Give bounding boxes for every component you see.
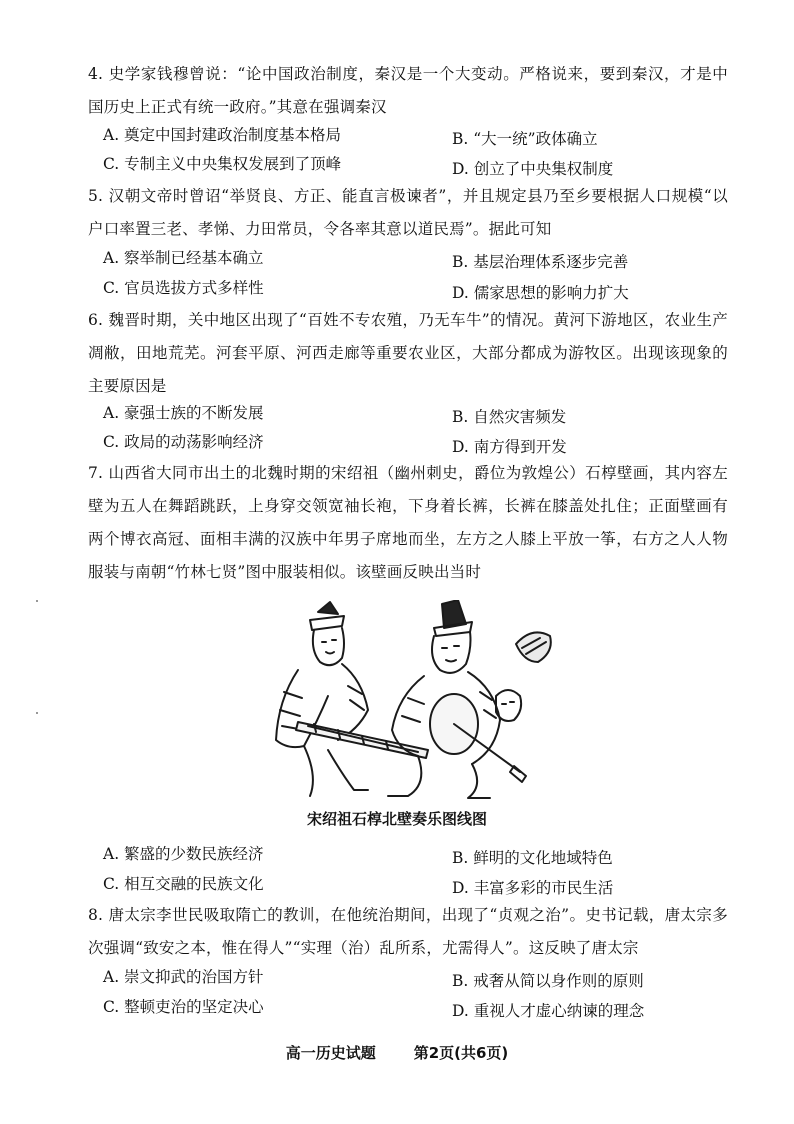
question-4-stem: 4. 史学家钱穆曾说：“论中国政治制度，秦汉是一个大变动。严格说来，要到秦汉，才是中国历史上正式有统一政府。”其意在强调秦汉: [88, 65, 728, 116]
question-8-option-d: D. 重视人才虚心纳谏的理念: [452, 1002, 645, 1020]
question-7-option-a: A. 繁盛的少数民族经济: [103, 845, 264, 863]
figure-caption: 宋绍祖石椁北壁奏乐图线图: [306, 810, 487, 828]
question-8-option-a: A. 崇文抑武的治国方针: [103, 968, 264, 986]
question-8-stem: 8. 唐太宗李世民吸取隋亡的教训，在他统治期间，出现了“贞观之治”。史书记载，唐太宗多次强调“致安之本，惟在得人”“实理（治）乱所系，尤需得人”。这反映了唐太宗: [88, 906, 728, 957]
question-4-option-a: A. 奠定中国封建政治制度基本格局: [103, 126, 342, 144]
page-footer: [0, 1042, 794, 1063]
question-7-option-d: D. 丰富多彩的市民生活: [452, 879, 614, 897]
question-8-option-c: C. 整顿吏治的坚定决心: [103, 998, 264, 1016]
question-6-option-a: A. 豪强士族的不断发展: [103, 404, 264, 422]
question-4-option-b: B. “大一统”政体确立: [452, 130, 598, 148]
question-7-option-c: C. 相互交融的民族文化: [103, 875, 264, 893]
question-6-option-b: B. 自然灾害频发: [452, 408, 567, 426]
question-6-option-d: D. 南方得到开发: [452, 438, 567, 456]
question-5-option-a: A. 察举制已经基本确立: [103, 249, 264, 267]
question-6-stem: 6. 魏晋时期，关中地区出现了“百姓不专农殖，乃无车牛”的情况。黄河下游地区，农业生产凋敝，田地荒芜。河套平原、河西走廊等重要农业区，大部分都成为游牧区。出现该现象的主要原因是: [88, 311, 728, 395]
question-5-option-d: D. 儒家思想的影响力扩大: [452, 284, 629, 302]
question-4-option-c: C. 专制主义中央集权发展到了顶峰: [103, 155, 342, 173]
question-5-option-c: C. 官员选拔方式多样性: [103, 279, 264, 297]
left-figure-hat: [318, 602, 338, 614]
footer-page-number: 第2页(共6页): [413, 1044, 509, 1062]
margin-mark: [36, 600, 38, 602]
question-8-option-b: B. 戒奢从简以身作则的原则: [452, 972, 644, 990]
mural-line-drawing: [258, 600, 558, 800]
question-7-option-b: B. 鲜明的文化地域特色: [452, 849, 613, 867]
footer-subject: 高一历史试题: [285, 1044, 376, 1062]
question-5-option-b: B. 基层治理体系逐步完善: [452, 253, 629, 271]
margin-mark: [36, 712, 38, 714]
question-5-stem: 5. 汉朝文帝时曾诏“举贤良、方正、能直言极谏者”，并且规定县乃至乡要根据人口规模“以户口率置三老、孝悌、力田常员，令各率其意以道民焉”。据此可知: [88, 187, 728, 238]
question-7-stem: 7. 山西省大同市出土的北魏时期的宋绍祖（幽州刺史，爵位为敦煌公）石椁壁画，其内容左壁为五人在舞蹈跳跃，上身穿交领宽袖长袍，下身着长裤，长裤在膝盖处扎住；正面壁画有两个博衣高冠、面相丰满的汉族中年男子席地而坐，左方之人膝上平放一筝，右方之人人物服装与南朝“竹林七贤”图中服装相似。该壁画反映出当时: [88, 464, 728, 581]
question-6-option-c: C. 政局的动荡影响经济: [103, 433, 264, 451]
question-4-option-d: D. 创立了中央集权制度: [452, 160, 614, 178]
